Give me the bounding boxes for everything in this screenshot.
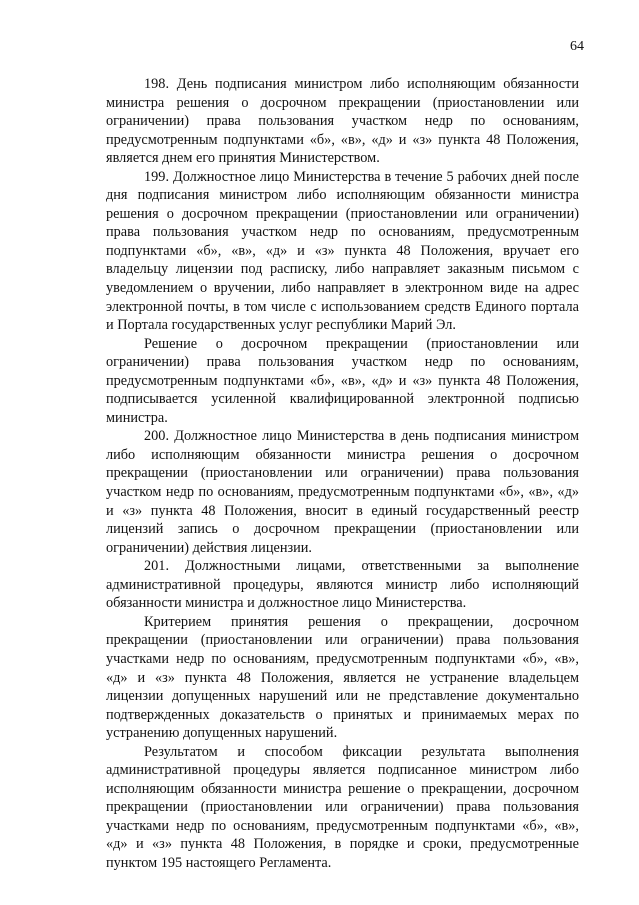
paragraph-200: 200. Должностное лицо Министерства в день подписания министром либо исполняющим обязанности министра решения о досрочном прекращении (приостановлении или ограничении) права пользования участком недр по основаниям, предусмотренным подпунктами «б», «в», «д» и «з» пункта 48 Положения, вносит в единый государственный реестр лицензий запись о досрочном прекращении (приостановлении или ограничении) действия лицензии. [106, 428, 579, 556]
paragraph-199: 199. Должностное лицо Министерства в течение 5 рабочих дней после дня подписания министром либо исполняющим обязанности министра решения о досрочном прекращении (приостановлении или ограничении) права пользования участком недр по основаниям, предусмотренным подпунктами «б», «в», «д» и «з» пункта 48 Положения, вручает его владельцу лицензии под расписку, либо направляет заказным письмом с уведомлением о вручении, либо направляет в электронном виде на адрес электронной почты, в том числе с использованием средств Единого портала и Портала государственных услуг республики Марий Эл. [106, 168, 579, 334]
paragraph-201: 201. Должностными лицами, ответственными за выполнение административной процедуры, являются министр либо исполняющий обязанности министра и должностное лицо Министерства. [106, 558, 579, 612]
paragraph-procedure-result: Результатом и способом фиксации результата выполнения административной процедуры является подписанное министром либо исполняющим обязанности министра решение о прекращении, досрочном прекращении (приостановлении или ограничении) права пользования участками недр по основаниям, предусмотренным подпунктами «б», «в», «д» и «з» пункта 48 Положения, в порядке и сроки, предусмотренные пунктом 195 настоящего Регламента. [106, 743, 579, 871]
document-body [106, 75, 579, 873]
paragraph-198: 198. День подписания министром либо исполняющим обязанности министра решения о досрочном прекращении (приостановлении или ограничении) права пользования участком недр по основаниям, предусмотренным подпунктами «б», «в», «д» и «з» пункта 48 Положения, является днем его принятия Министерством. [106, 76, 579, 167]
paragraph-decision-criteria: Критерием принятия решения о прекращении, досрочном прекращении (приостановлении или ограничении) права пользования участками недр по основаниям, предусмотренным подпунктами «б», «в», «д» и «з» пункта 48 Положения, является не устранение владельцем лицензии допущенных нарушений или не представление документально подтвержденных доказательств о принятых и принимаемых мерах по устранению допущенных нарушений. [106, 613, 579, 742]
page-number: 64 [570, 39, 584, 54]
paragraph-decision-signature: Решение о досрочном прекращении (приостановлении или ограничении) права пользования участком недр по основаниям, предусмотренным подпунктами «б», «в», «д» и «з» пункта 48 Положения, подписывается усиленной квалифицированной электронной подписью министра. [106, 335, 579, 426]
